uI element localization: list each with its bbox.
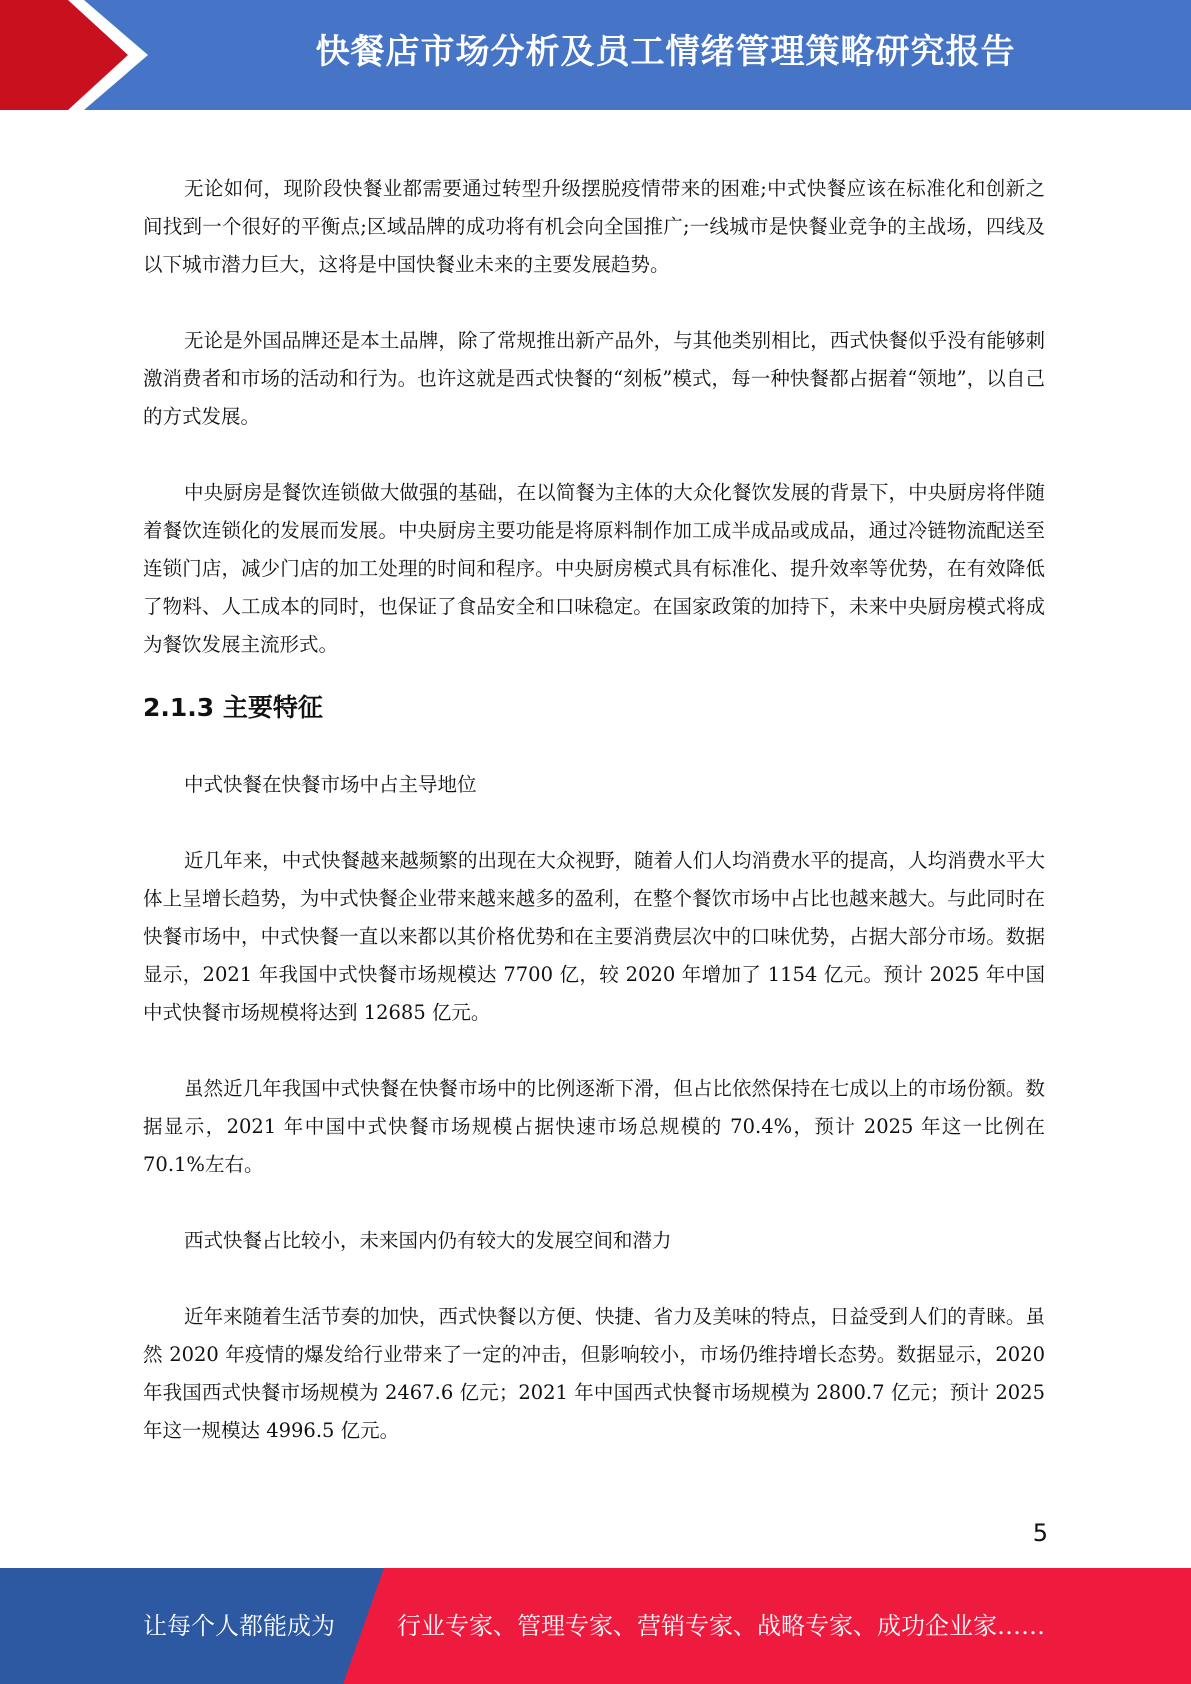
paragraph: 近年来随着生活节奏的加快，西式快餐以方便、快捷、省力及美味的特点，日益受到人们的青睐。虽然 2020 年疫情的爆发给行业带来了一定的冲击，但影响较小，市场仍维持增长态势。数据显示，2020 年我国西式快餐市场规模为 2467.6 亿元；2021 年中国西式快餐市场规模为 2800.7 亿元；预计 2025 年这一规模达 4996.5 亿元。 (143, 1305, 1045, 1442)
header-arrow-decoration (0, 0, 160, 110)
paragraph: 中央厨房是餐饮连锁做大做强的基础，在以简餐为主体的大众化餐饮发展的背景下，中央厨房将伴随着餐饮连锁化的发展而发展。中央厨房主要功能是将原料制作加工成半成品或成品，通过冷链物流配送至连锁门店，减少门店的加工处理的时间和程序。中央厨房模式具有标准化、提升效率等优势，在有效降低了物料、人工成本的同时，也保证了食品安全和口味稳定。在国家政策的加持下，未来中央厨房模式将成为餐饮发展主流形式。 (143, 481, 1045, 656)
footer-slogan: 让每个人都能成为 (143, 1612, 335, 1640)
paragraph: 虽然近几年我国中式快餐在快餐市场中的比例逐渐下滑，但占比依然保持在七成以上的市场份额。数据显示，2021 年中国中式快餐市场规模占据快速市场总规模的 70.4%，预计 2025 年这一比例在 70.1%左右。 (143, 1077, 1045, 1176)
page-header (0, 0, 1191, 110)
page-footer (0, 1568, 1191, 1684)
paragraph: 无论如何，现阶段快餐业都需要通过转型升级摆脱疫情带来的困难;中式快餐应该在标准化和创新之间找到一个很好的平衡点;区域品牌的成功将有机会向全国推广;一线城市是快餐业竞争的主战场，四线及以下城市潜力巨大，这将是中国快餐业未来的主要发展趋势。 (143, 177, 1045, 276)
document-title: 快餐店市场分析及员工情绪管理策略研究报告 (315, 32, 1016, 72)
footer-roles: 行业专家、管理专家、营销专家、战略专家、成功企业家…… (397, 1612, 1045, 1640)
page-content (143, 170, 1045, 1450)
subheading: 中式快餐在快餐市场中占主导地位 (184, 773, 477, 796)
page-number: 5 (1032, 1519, 1048, 1547)
subheading: 西式快餐占比较小，未来国内仍有较大的发展空间和潜力 (184, 1229, 672, 1252)
paragraph: 近几年来，中式快餐越来越频繁的出现在大众视野，随着人们人均消费水平的提高，人均消费水平大体上呈增长趋势，为中式快餐企业带来越来越多的盈利，在整个餐饮市场中占比也越来越大。与此同时在快餐市场中，中式快餐一直以来都以其价格优势和在主要消费层次中的口味优势，占据大部分市场。数据显示，2021 年我国中式快餐市场规模达 7700 亿，较 2020 年增加了 1154 亿元。预计 2025 年中国中式快餐市场规模将达到 12685 亿元。 (143, 849, 1045, 1024)
section-heading: 2.1.3 主要特征 (143, 693, 323, 722)
paragraph: 无论是外国品牌还是本土品牌，除了常规推出新产品外，与其他类别相比，西式快餐似乎没有能够刺激消费者和市场的活动和行为。也许这就是西式快餐的“刻板”模式，每一种快餐都占据着“领地”，以自己的方式发展。 (143, 329, 1045, 428)
